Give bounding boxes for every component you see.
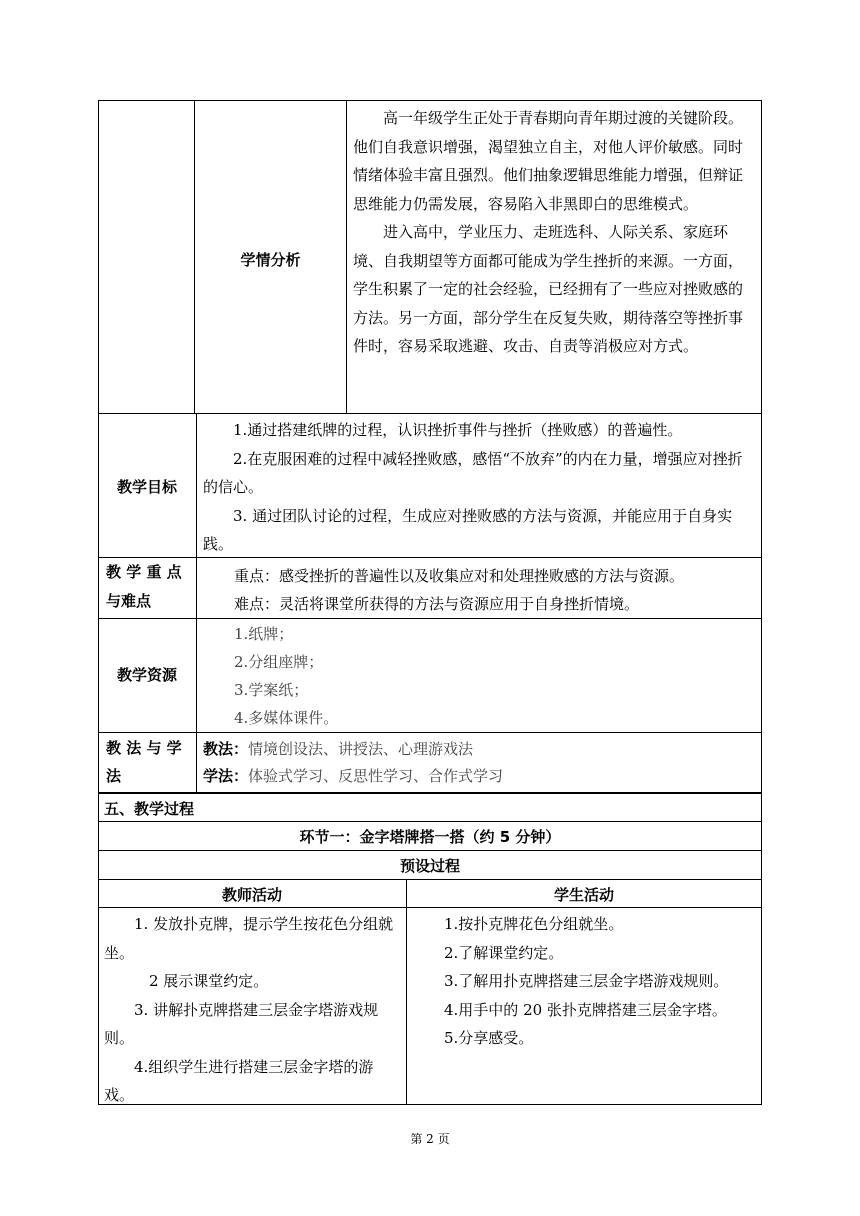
stage-title: 环节一：金字塔牌搭一搭（约 5 分钟）	[299, 828, 561, 846]
learn-method-key: 学法：	[203, 767, 249, 785]
student-item: 1.按扑克牌花色分组就坐。	[444, 915, 624, 933]
methods-label-line1: 教 法 与 学	[106, 739, 182, 757]
col-divider	[346, 100, 347, 413]
preset-title: 预设过程	[399, 857, 460, 875]
col-divider	[406, 879, 407, 1105]
student-item: 5.分享感受。	[444, 1029, 534, 1047]
methods-label-line2: 法	[106, 767, 122, 785]
row-divider	[98, 907, 762, 908]
xueqing-paragraph-2: 进入高中，学业压力、走班选科、人际关系、家庭环境、自我期望等方面都可能成为学生挫折的来源。一方面，学生积累了一定的社会经验，已经拥有了一些应对挫败感的方法。另一方面，部分学生在反复失败，期待落空等挫折事件时，容易采取逃避、攻击、自责等消极应对方式。	[353, 223, 744, 355]
resource-item: 2.分组座牌；	[234, 653, 324, 671]
row-divider	[98, 879, 762, 880]
teach-method-value: 情境创设法、讲授法、心理游戏法	[248, 740, 474, 758]
section-title: 五、教学过程	[104, 800, 195, 818]
learn-method	[203, 765, 503, 786]
student-item: 4.用手中的 20 张扑克牌搭建三层金字塔。	[444, 1000, 727, 1019]
resource-item: 4.多媒体课件。	[234, 709, 339, 727]
teach-method-key: 教法：	[203, 740, 249, 758]
xueqing-text	[353, 104, 756, 361]
goals-text	[203, 416, 757, 559]
teacher-item: 3. 讲解扑克牌搭建三层金字塔游戏规则。	[104, 1000, 379, 1047]
resource-item: 3.学案纸；	[234, 681, 309, 699]
teacher-item: 2 展示课堂约定。	[149, 972, 269, 990]
row-divider	[98, 850, 762, 851]
goals-label: 教学目标	[116, 478, 177, 496]
resource-item: 1.纸牌；	[234, 625, 294, 643]
row-divider	[98, 821, 762, 822]
student-header: 学生活动	[553, 886, 614, 904]
keypoints-label-line1: 教 学 重 点	[106, 563, 182, 581]
student-item: 2.了解课堂约定。	[444, 943, 564, 962]
goal-item: 3. 通过团队讨论的过程，生成应对挫败感的方法与资源，并能应用于自身实践。	[203, 506, 733, 553]
resources-label: 教学资源	[116, 666, 177, 684]
difficulty-text: 难点：灵活将课堂所获得的方法与资源应用于自身挫折情境。	[234, 595, 640, 613]
learn-method-value: 体验式学习、反思性学习、合作式学习	[248, 767, 504, 785]
row-divider	[98, 413, 762, 414]
teacher-activities	[104, 910, 400, 1110]
teacher-item: 4.组织学生进行搭建三层金字塔的游戏。	[104, 1057, 374, 1104]
keypoints-label-line2: 与难点	[106, 592, 152, 610]
goal-item: 2.在克服困难的过程中减轻挫败感，感悟“不放弃”的内在力量，增强应对挫折的信心。	[203, 449, 743, 496]
student-activities	[414, 910, 756, 1053]
teach-method	[203, 738, 473, 759]
xueqing-paragraph-1: 高一年级学生正处于青春期向青年期过渡的关键阶段。他们自我意识增强，渴望独立自主，对他人评价敏感。同时情绪体验丰富且强烈。他们抽象逻辑思维能力增强，但辩证思维能力仍需发展，容易陷入非黑即白的思维模式。	[353, 109, 744, 213]
col-divider	[196, 413, 197, 793]
page-number: 第 2 页	[410, 1132, 450, 1146]
teacher-item: 1. 发放扑克牌，提示学生按花色分组就坐。	[104, 915, 394, 962]
student-item: 3.了解用扑克牌搭建三层金字塔游戏规则。	[444, 972, 729, 990]
xueqing-label: 学情分析	[240, 251, 301, 269]
row-divider	[98, 732, 762, 733]
focus-text: 重点：感受挫折的普遍性以及收集应对和处理挫败感的方法与资源。	[234, 567, 685, 585]
teacher-header: 教师活动	[221, 886, 282, 904]
goal-item: 1.通过搭建纸牌的过程，认识挫折事件与挫折（挫败感）的普遍性。	[233, 421, 683, 439]
row-divider	[98, 618, 762, 619]
